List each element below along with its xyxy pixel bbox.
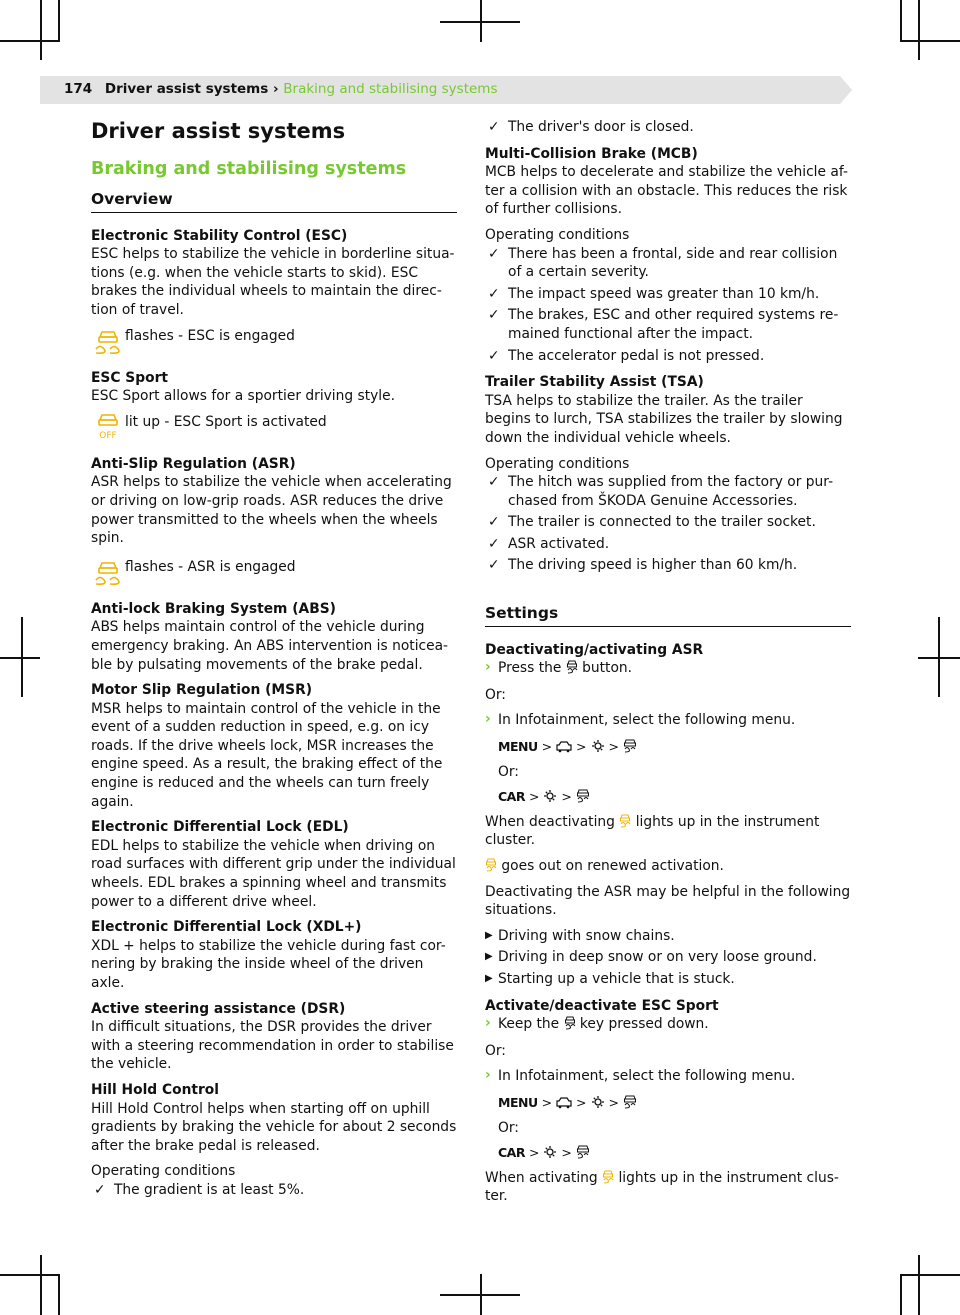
car-key[interactable]: CAR xyxy=(498,789,525,805)
asr-title: Anti-Slip Regulation (ASR) xyxy=(91,455,296,472)
asr-warning-icon xyxy=(93,558,123,586)
menu-key[interactable]: MENU xyxy=(498,739,538,755)
escsport-toggle-title: Activate/deactivate ESC Sport xyxy=(485,997,719,1014)
breadcrumb-separator: › xyxy=(272,81,279,97)
checkmark-icon: ✓ xyxy=(488,347,500,364)
escsport-indicator-text: lit up - ESC Sport is activated xyxy=(125,413,327,430)
menu-arrow: > xyxy=(608,1094,619,1110)
page-title: Driver assist systems xyxy=(91,119,346,143)
check-item xyxy=(485,473,851,510)
esc-off-icon xyxy=(93,413,123,441)
act-text xyxy=(485,1169,851,1206)
menu-key[interactable]: MENU xyxy=(498,1094,538,1110)
check-item-text: The hitch was supplied from the factory or pur-chased from ŠKODA Genuine Accessories. xyxy=(508,474,834,509)
deact-text-pre: When deactivating xyxy=(485,813,615,830)
esc-title: Electronic Stability Control (ESC) xyxy=(91,227,348,244)
step-item xyxy=(485,711,851,730)
crop-mark xyxy=(40,0,42,60)
breadcrumb-section[interactable]: Driver assist systems xyxy=(104,81,269,97)
check-item-text: The driver's door is closed. xyxy=(508,119,694,135)
menu-arrow: > xyxy=(608,739,619,755)
left-column xyxy=(91,118,457,1203)
dsr-title: Active steering assistance (DSR) xyxy=(91,1000,346,1017)
crop-mark xyxy=(902,1274,960,1276)
asr-icon[interactable] xyxy=(576,1145,590,1159)
or-text: Or: xyxy=(485,1042,506,1059)
check-item-text: The driving speed is higher than 60 km/h. xyxy=(508,557,798,574)
gear-icon[interactable] xyxy=(591,1095,605,1109)
step-text: button. xyxy=(582,660,633,677)
check-item-text: There has been a frontal, side and rear collision of a certain severity. xyxy=(508,245,838,281)
check-item-text: The brakes, ESC and other required systems re-mained functional after the impact. xyxy=(508,307,839,342)
settings-heading: Settings xyxy=(485,604,851,627)
mcb-title: Multi-Collision Brake (MCB) xyxy=(485,145,698,162)
crop-mark xyxy=(918,0,920,60)
step-item xyxy=(485,1015,851,1034)
asr-text: ASR helps to stabilize the vehicle when accelerating or driving on low-grip roads. ASR reduces the drive power transmitted to the wheels when the wheels spin. xyxy=(91,474,452,547)
car-icon[interactable] xyxy=(556,741,572,753)
step-text: Keep the xyxy=(498,1016,560,1033)
msr-text: MSR helps to maintain control of the vehicle in the event of a sudden reduction in speed, e.g. on icy roads. If the drive wheels lock, MSR increases the engine speed. As a result, the braking effect of the engine is reduced and the wheels can turn freely again. xyxy=(91,700,443,810)
or-text: Or: xyxy=(498,763,519,780)
crop-mark xyxy=(900,1274,902,1315)
asr-indicator xyxy=(91,558,457,590)
page-number: 174 xyxy=(64,81,93,97)
crop-mark xyxy=(40,1255,42,1315)
asr-icon[interactable] xyxy=(623,1095,637,1109)
step-text: Press the xyxy=(498,660,562,677)
list-item xyxy=(485,927,851,946)
asr-button-icon[interactable] xyxy=(564,1016,576,1030)
step-text: key pressed down. xyxy=(579,1016,709,1033)
crop-mark xyxy=(480,0,482,42)
esc-warning-icon xyxy=(93,327,123,355)
or-text: Or: xyxy=(485,686,506,703)
edl-title: Electronic Differential Lock (EDL) xyxy=(91,819,349,836)
edl-text: EDL helps to stabilize the vehicle when driving on road surfaces with different grip under the individual wheels. EDL brakes a spinning wheel and transmits power to a different drive wheel. xyxy=(91,837,456,910)
checkmark-icon: ✓ xyxy=(488,245,500,262)
overview-heading: Overview xyxy=(91,190,457,213)
deact-text xyxy=(485,813,851,850)
check-item xyxy=(485,118,851,137)
step-item xyxy=(485,659,851,678)
hhc-text: Hill Hold Control helps when starting off on uphill gradients by braking the vehicle for about 2 seconds after the brake pedal is released. xyxy=(91,1100,457,1154)
deact-helpful-text: Deactivating the ASR may be helpful in the following situations. xyxy=(485,883,851,919)
crop-mark xyxy=(900,0,902,42)
asr-warning-icon xyxy=(619,814,631,828)
menu-arrow: > xyxy=(541,1094,553,1110)
check-item xyxy=(485,556,851,575)
list-item xyxy=(485,948,851,967)
right-column xyxy=(485,118,851,1213)
bullet-triangle-icon: ▶ xyxy=(485,972,493,984)
crop-mark xyxy=(58,0,60,42)
xdl-title: Electronic Differential Lock (XDL+) xyxy=(91,919,362,936)
gear-icon[interactable] xyxy=(591,739,605,753)
step-arrow-icon: › xyxy=(485,659,491,676)
list-item-text: Driving with snow chains. xyxy=(498,927,675,944)
asr-warning-icon xyxy=(602,1170,614,1184)
act-text-pre: When activating xyxy=(485,1169,598,1186)
escsport-indicator xyxy=(91,413,457,445)
check-item xyxy=(485,285,851,304)
check-item-text: The gradient is at least 5%. xyxy=(114,1181,305,1198)
check-item-text: ASR activated. xyxy=(508,535,610,552)
step-arrow-icon: › xyxy=(485,1067,491,1084)
asr-icon[interactable] xyxy=(623,739,637,753)
menu-arrow: > xyxy=(561,1145,572,1161)
dsr-text: In difficult situations, the DSR provides the driver with a steering recommendation in order to stabilise the vehicle. xyxy=(91,1019,454,1073)
asr-button-icon[interactable] xyxy=(566,660,578,674)
abs-text: ABS helps maintain control of the vehicle during emergency braking. An ABS intervention is noticea-ble by pulsating movements of the brake pedal. xyxy=(91,619,449,673)
tsa-title: Trailer Stability Assist (TSA) xyxy=(485,374,704,391)
bullet-triangle-icon: ▶ xyxy=(485,929,493,941)
check-item xyxy=(485,306,851,343)
car-key[interactable]: CAR xyxy=(498,1145,525,1161)
deact-text-post: lights up in the instrument cluster. xyxy=(485,813,820,849)
checkmark-icon: ✓ xyxy=(488,307,500,324)
goes-out-label: goes out on renewed activation. xyxy=(501,858,724,874)
check-item xyxy=(485,513,851,532)
checkmark-icon: ✓ xyxy=(488,474,500,491)
page-header-tip xyxy=(840,76,852,104)
menu-path xyxy=(485,1094,851,1113)
menu-path xyxy=(485,738,851,757)
asr-indicator-text: flashes - ASR is engaged xyxy=(125,558,296,575)
mcb-text: MCB helps to decelerate and stabilize the vehicle af-ter a collision with an obstacle. This reduces the risk of further collisions. xyxy=(485,164,848,218)
crop-mark xyxy=(480,1274,482,1315)
check-item-text: The accelerator pedal is not pressed. xyxy=(508,347,765,364)
checkmark-icon: ✓ xyxy=(488,557,500,574)
breadcrumb-subsection[interactable]: Braking and stabilising systems xyxy=(283,81,498,97)
escsport-text: ESC Sport allows for a sportier driving style. xyxy=(91,388,396,405)
or-text: Or: xyxy=(498,1119,519,1136)
step-text: In Infotainment, select the following menu. xyxy=(498,1068,796,1085)
crop-mark xyxy=(0,657,40,659)
step-arrow-icon: › xyxy=(485,711,491,728)
gear-icon[interactable] xyxy=(543,1145,557,1159)
xdl-text: XDL + helps to stabilize the vehicle during fast cor-nering by braking the inside wheel of the driven axle. xyxy=(91,937,446,991)
gear-icon[interactable] xyxy=(543,789,557,803)
list-item xyxy=(485,970,851,989)
esc-text: ESC helps to stabilize the vehicle in borderline situa-tions (e.g. when the vehicle starts to skid). ESC brakes the individual wheels to maintain the direc-tion of travel. xyxy=(91,246,455,318)
abs-title: Anti-lock Braking System (ABS) xyxy=(91,600,336,617)
menu-arrow: > xyxy=(576,739,587,755)
list-item-text: Driving in deep snow or on very loose ground. xyxy=(498,949,817,966)
checkmark-icon: ✓ xyxy=(488,119,500,135)
crop-mark xyxy=(938,617,940,697)
crop-mark xyxy=(918,1255,920,1315)
asr-icon[interactable] xyxy=(576,789,590,803)
crop-mark xyxy=(0,1274,58,1276)
menu-arrow: > xyxy=(576,1094,587,1110)
menu-path xyxy=(485,1144,851,1163)
crop-mark xyxy=(902,40,960,42)
list-item-text: Starting up a vehicle that is stuck. xyxy=(498,970,735,987)
crop-mark xyxy=(0,40,58,42)
breadcrumb xyxy=(64,81,498,97)
menu-arrow: > xyxy=(561,789,572,805)
escsport-title: ESC Sport xyxy=(91,369,168,386)
bullet-triangle-icon: ▶ xyxy=(485,951,493,963)
check-item-text: The trailer is connected to the trailer socket. xyxy=(508,514,816,531)
mcb-conditions-label: Operating conditions xyxy=(485,226,630,243)
menu-arrow: > xyxy=(528,789,540,805)
check-item-text: The impact speed was greater than 10 km/h. xyxy=(508,285,820,302)
checkmark-icon: ✓ xyxy=(488,535,500,552)
hhc-title: Hill Hold Control xyxy=(91,1081,220,1098)
step-arrow-icon: › xyxy=(485,1015,491,1032)
menu-arrow: > xyxy=(541,739,553,755)
checkmark-icon: ✓ xyxy=(488,285,500,302)
msr-title: Motor Slip Regulation (MSR) xyxy=(91,682,313,699)
esc-indicator-text: flashes - ESC is engaged xyxy=(125,327,295,344)
esc-off-label: OFF xyxy=(99,430,117,441)
section-title: Braking and stabilising systems xyxy=(91,159,407,179)
check-item xyxy=(485,535,851,554)
checkmark-icon: ✓ xyxy=(94,1181,106,1198)
crop-mark xyxy=(21,617,23,697)
tsa-text: TSA helps to stabilize the trailer. As the trailer begins to lurch, TSA stabilizes the trailer by slowing down the individual vehicle wheels. xyxy=(485,392,843,446)
hhc-conditions-label: Operating conditions xyxy=(91,1163,236,1180)
menu-arrow: > xyxy=(528,1145,540,1161)
step-item xyxy=(485,1067,851,1086)
tsa-conditions-label: Operating conditions xyxy=(485,455,630,472)
car-icon[interactable] xyxy=(556,1097,572,1109)
check-item xyxy=(91,1181,457,1200)
esc-indicator xyxy=(91,327,457,359)
check-item xyxy=(485,245,851,282)
deact-asr-title: Deactivating/activating ASR xyxy=(485,641,704,658)
checkmark-icon: ✓ xyxy=(488,514,500,531)
asr-warning-icon xyxy=(485,858,497,872)
act-text-post: lights up in the instrument clus-ter. xyxy=(485,1169,839,1205)
step-text: In Infotainment, select the following menu. xyxy=(498,712,796,729)
crop-mark xyxy=(58,1274,60,1315)
spacer xyxy=(485,578,851,604)
menu-path xyxy=(485,788,851,807)
check-item xyxy=(485,347,851,366)
goes-out-text xyxy=(485,857,851,876)
